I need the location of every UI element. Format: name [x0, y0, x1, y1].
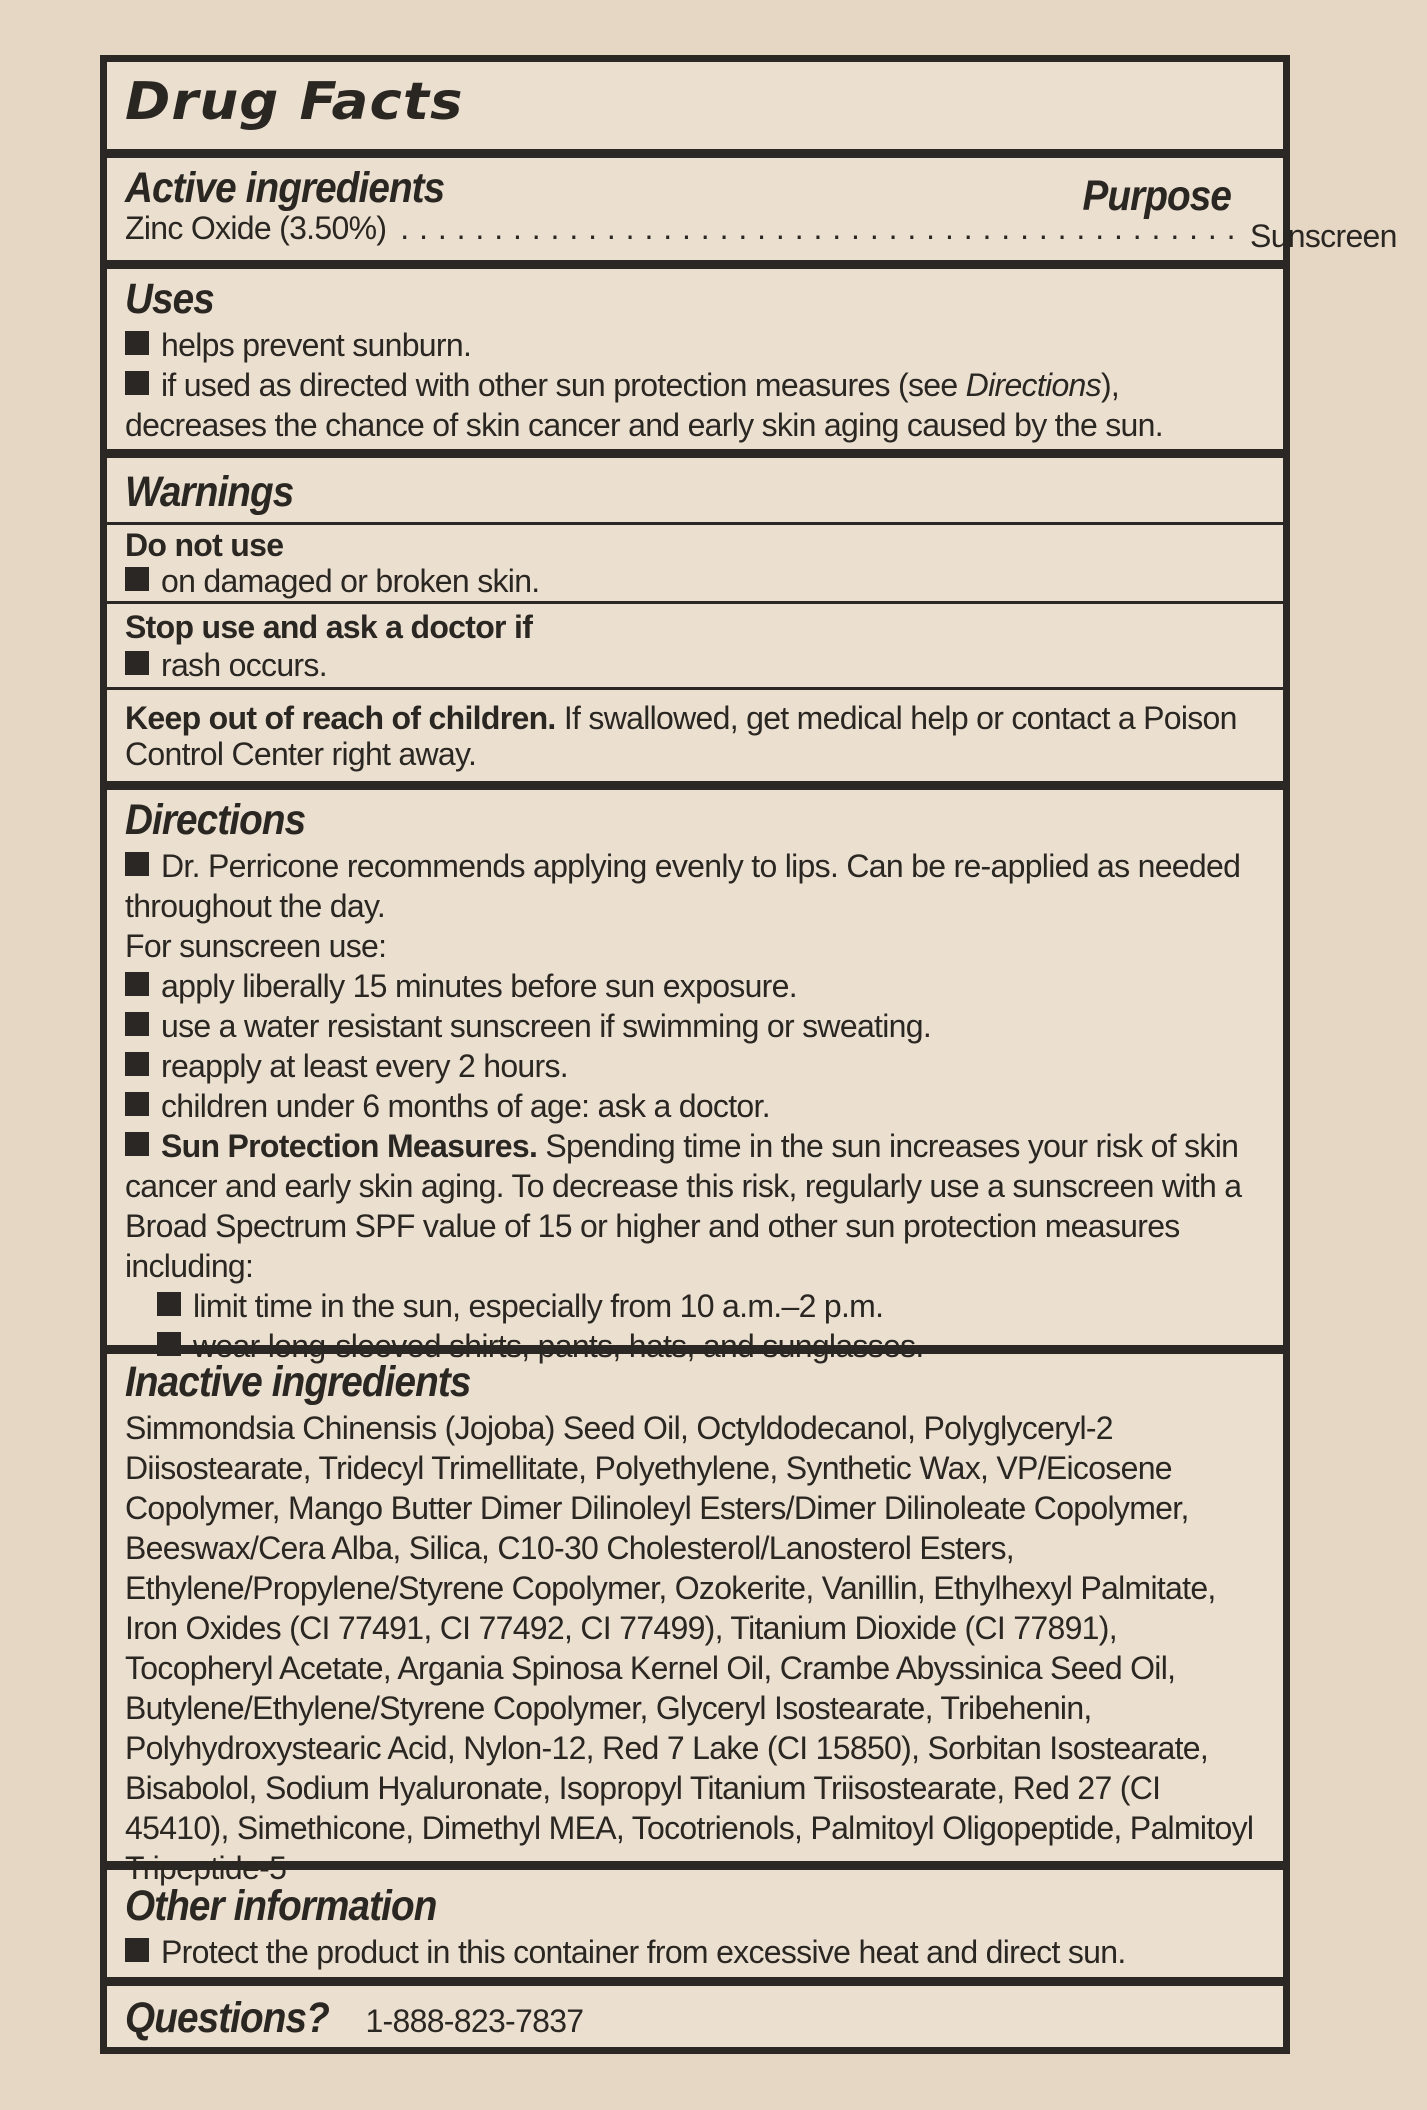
- uses-item: [125, 325, 1263, 365]
- keep-out-bold: Keep out of reach of children.: [125, 700, 556, 736]
- bullet-square-icon: [125, 1052, 149, 1076]
- directions-item: [125, 846, 1263, 926]
- sun-protection-measures-text: Spending time in the sun increases your risk of skin cancer and early skin aging. To decrease this risk, regularly use a sunscreen with a Broad Spectrum SPF value of 15 or higher and other sun protection measures including:: [125, 1128, 1242, 1284]
- directions-item: [125, 966, 1263, 1006]
- keep-out-text: [125, 700, 1263, 772]
- directions-item: [125, 1046, 1263, 1086]
- directions-subitem: [125, 1286, 1263, 1326]
- questions-phone: 1-888-823-7837: [365, 2003, 584, 2039]
- bullet-square-icon: [157, 1332, 181, 1356]
- other-information-heading: Other information: [125, 1882, 437, 1930]
- bullet-square-icon: [125, 371, 149, 395]
- bullet-square-icon: [125, 972, 149, 996]
- directions-section: [107, 790, 1283, 1364]
- keep-out-section: [107, 690, 1283, 790]
- directions-item-text: children under 6 months of age: ask a doctor.: [161, 1088, 770, 1124]
- uses-heading: Uses: [125, 275, 214, 323]
- bullet-square-icon: [125, 1092, 149, 1116]
- directions-subitem-text: wear long-sleeved shirts, pants, hats, and sunglasses.: [193, 1328, 924, 1364]
- directions-item-text: apply liberally 15 minutes before sun exposure.: [161, 968, 797, 1004]
- other-information-text: Protect the product in this container from excessive heat and direct sun.: [161, 1934, 1126, 1970]
- uses-section: [107, 269, 1283, 458]
- bullet-square-icon: [125, 852, 149, 876]
- uses-item: [125, 365, 1263, 445]
- active-purpose: Sunscreen: [1250, 218, 1397, 254]
- questions-section: [107, 1986, 1283, 2054]
- warnings-heading-section: [107, 458, 1283, 525]
- directions-reference: Directions: [965, 367, 1101, 403]
- drug-facts-title: Drug Facts: [125, 72, 464, 132]
- bullet-square-icon: [125, 331, 149, 355]
- purpose-heading: Purpose: [1082, 172, 1231, 220]
- directions-item-text: reapply at least every 2 hours.: [161, 1048, 568, 1084]
- stop-use-section: [107, 604, 1283, 690]
- sun-protection-measures: [125, 1126, 1263, 1286]
- inactive-ingredients-text: Simmondsia Chinensis (Jojoba) Seed Oil, Octyldodecanol, Polyglyceryl-2 Diisostearate, Tridecyl Trimellitate, Polyethylene, Synthetic Wax, VP/Eicosene Copolymer, Mango Butter Dimer Dilinoleyl Esters/Dimer Dilinoleate Copolymer, Beeswax/Cera Alba, Silica, C10-30 Cholesterol/Lanosterol Esters, Ethylene/Propylene/Styrene Copolymer, Ozokerite, Vanillin, Ethylhexyl Palmitate, Iron Oxides (CI 77491, CI 77492, CI 77499), Titanium Dioxide (CI 77891), Tocopheryl Acetate, Argania Spinosa Kernel Oil, Crambe Abyssinica Seed Oil, Butylene/Ethylene/Styrene Copolymer, Glyceryl Isostearate, Tribehenin, Polyhydroxystearic Acid, Nylon-12, Red 7 Lake (CI 15850), Sorbitan Isostearate, Bisabolol, Sodium Hyaluronate, Isopropyl Titanium Triisostearate, Red 27 (CI 45410), Simethicone, Dimethyl MEA, Tocotrienols, Palmitoyl Oligopeptide, Palmitoyl Tripeptide-5: [125, 1410, 1254, 1886]
- active-ingredients-heading: Active ingredients: [125, 164, 445, 212]
- drug-facts-panel: [100, 55, 1397, 2054]
- stop-use-text: rash occurs.: [161, 647, 327, 683]
- do-not-use-text: on damaged or broken skin.: [161, 563, 540, 599]
- uses-item-text: if used as directed with other sun protection measures (see: [161, 367, 966, 403]
- directions-sunscreen-use: For sunscreen use:: [125, 928, 387, 964]
- bullet-square-icon: [125, 1132, 149, 1156]
- stop-use-item: [125, 646, 1263, 684]
- bullet-square-icon: [125, 1938, 149, 1962]
- stop-use-heading: Stop use and ask a doctor if: [125, 609, 533, 645]
- inactive-ingredients-section: [107, 1354, 1283, 1886]
- directions-heading: Directions: [125, 796, 306, 844]
- other-information-section: [107, 1870, 1283, 1986]
- uses-item-text: helps prevent sunburn.: [161, 327, 472, 363]
- drug-facts-title-section: [107, 62, 1283, 158]
- do-not-use-heading: Do not use: [125, 527, 284, 563]
- questions-heading: Questions?: [125, 1994, 329, 2042]
- bullet-square-icon: [125, 651, 149, 675]
- bullet-square-icon: [125, 1012, 149, 1036]
- other-information-item: [125, 1932, 1263, 1972]
- directions-item-text: Dr. Perricone recommends applying evenly to lips. Can be re-applied as needed throughout the day.: [125, 848, 1241, 924]
- directions-item-text: use a water resistant sunscreen if swimming or sweating.: [161, 1008, 932, 1044]
- directions-item: [125, 1086, 1263, 1126]
- directions-item: [125, 1006, 1263, 1046]
- do-not-use-section: [107, 525, 1283, 604]
- uses-item-text: ), decreases the chance of skin cancer and early skin aging caused by the sun.: [125, 367, 1163, 443]
- warnings-heading: Warnings: [125, 468, 294, 516]
- sun-protection-measures-heading: Sun Protection Measures.: [161, 1128, 538, 1164]
- do-not-use-item: [125, 563, 1263, 599]
- leader-dots: . . . . . . . . . . . . . . . . . . . . . . . . . . . . . . . . . . . . . . . . . . . . .: [400, 210, 1237, 246]
- inactive-ingredients-heading: Inactive ingredients: [125, 1358, 471, 1406]
- bullet-square-icon: [157, 1292, 181, 1316]
- bullet-square-icon: [125, 567, 149, 591]
- directions-subitem-text: limit time in the sun, especially from 10 a.m.–2 p.m.: [193, 1288, 884, 1324]
- active-ingredient: Zinc Oxide (3.50%): [125, 210, 387, 246]
- keep-out-rest: If swallowed, get medical help or contact a Poison Control Center right away.: [125, 700, 1237, 772]
- active-ingredients-section: [107, 158, 1397, 269]
